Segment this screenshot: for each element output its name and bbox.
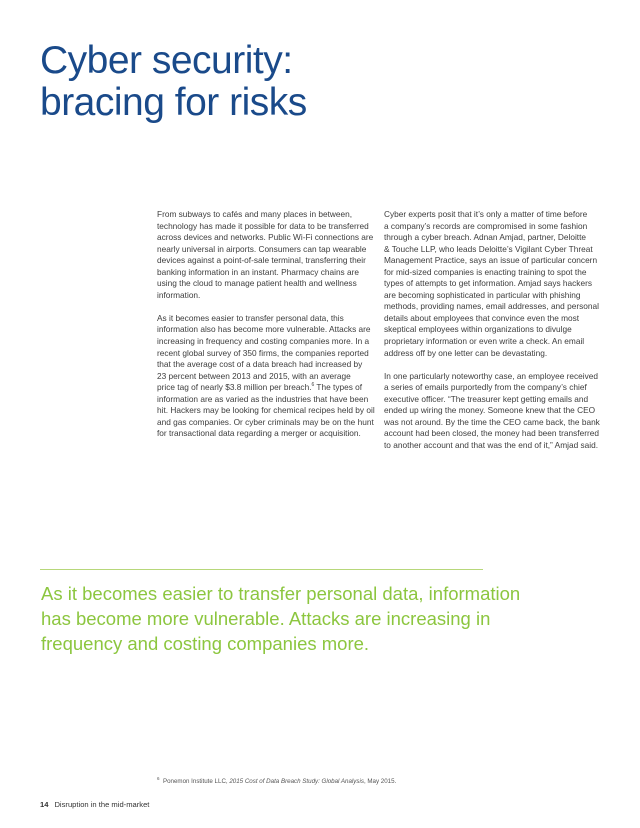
title-line: Cyber security: bbox=[40, 39, 293, 82]
text-line: From subways to cafés and many places in between, bbox=[157, 209, 353, 219]
pull-quote-line: As it becomes easier to transfer personal data, information bbox=[41, 583, 521, 604]
text-line: In one particularly noteworthy case, an employee received bbox=[384, 370, 598, 381]
text-line: details about employees that convince even the most bbox=[384, 312, 580, 323]
text-line: that the average cost of a data breach had increased by bbox=[157, 359, 363, 370]
pull-quote bbox=[41, 581, 520, 656]
paragraph bbox=[384, 371, 604, 452]
text-line: information are as varied as the industries that have been bbox=[157, 393, 369, 404]
text-line: Cyber experts posit that it’s only a matter of time before bbox=[384, 209, 588, 219]
publication-title: Disruption in the mid-market bbox=[54, 800, 150, 809]
text-line: technology has made it possible for data to be transferred bbox=[157, 220, 369, 231]
text-line: through a cyber breach. Adnan Amjad, partner, Deloitte bbox=[384, 232, 587, 243]
text-line: devices against a point-of-sale terminal, transferring their bbox=[157, 255, 366, 266]
text-line: executive officer. “The treasurer kept getting emails and bbox=[384, 393, 589, 404]
text-line: types of attempts to get information. Amjad says hackers bbox=[384, 278, 592, 289]
text-line: Management Practice, says an issue of particular concern bbox=[384, 255, 598, 266]
text-line: to another account and that was the end of it,” Amjad said. bbox=[384, 439, 599, 450]
text-line: address off by one letter can be devastating. bbox=[384, 347, 548, 358]
page-footer bbox=[40, 800, 149, 809]
text-line-with-reference bbox=[157, 382, 377, 394]
footnote-mark: 6 bbox=[157, 776, 160, 781]
pull-quote-divider bbox=[40, 569, 483, 570]
text-line: ended up wiring the money. Someone knew that the CEO bbox=[384, 405, 596, 416]
text-line: As it becomes easier to transfer personal data, this bbox=[157, 312, 344, 323]
paragraph bbox=[384, 209, 604, 359]
text-line: & Touche LLP, who leads Deloitte’s Vigilant Cyber Threat bbox=[384, 243, 593, 254]
text-line: information. bbox=[157, 289, 201, 300]
text-fragment: The types of bbox=[314, 382, 363, 393]
text-line: recent global survey of 350 firms, the companies reported bbox=[157, 347, 369, 358]
text-line: 23 percent between 2013 and 2015, with an average bbox=[157, 370, 351, 381]
footnote-title: 2015 Cost of Data Breach Study: Global Analysis bbox=[229, 778, 364, 786]
text-line: banking information in an instant. Pharmacy chains are bbox=[157, 266, 360, 277]
page-title bbox=[40, 40, 307, 124]
text-line: across devices and networks. Public Wi-Fi connections are bbox=[157, 232, 374, 243]
paragraph bbox=[157, 313, 377, 440]
text-line: account had been closed, the money had been transferred bbox=[384, 428, 599, 439]
pull-quote-line: has become more vulnerable. Attacks are increasing in bbox=[41, 608, 491, 629]
text-line: hit. Hackers may be looking for chemical recipes held by oil bbox=[157, 405, 375, 416]
text-line: skeptical employees within organizations to divulge bbox=[384, 324, 572, 335]
footnote-source: Ponemon Institute LLC, bbox=[162, 778, 230, 786]
text-line: are becoming sophisticated in particular with phishing bbox=[384, 289, 581, 300]
text-line: for transactional data regarding a merger or acquisition. bbox=[157, 428, 361, 439]
text-line: proprietary information or even write a check. An email bbox=[384, 336, 585, 347]
text-line: methods, providing names, email addresses, and personal bbox=[384, 301, 599, 312]
text-line: increasing in frequency and costing companies more. In a bbox=[157, 336, 370, 347]
text-fragment: price tag of nearly $3.8 million per breach. bbox=[157, 382, 312, 393]
text-line: information also has become more vulnerable. Attacks are bbox=[157, 324, 371, 335]
left-column bbox=[157, 209, 377, 451]
footnote-date: , May 2015. bbox=[363, 778, 397, 786]
text-line: and gas companies. Or cyber criminals may be on the hunt bbox=[157, 416, 374, 427]
text-line: for mid-sized companies is enacting training to spot the bbox=[384, 266, 587, 277]
page-number: 14 bbox=[40, 800, 49, 809]
pull-quote-line: frequency and costing companies more. bbox=[41, 633, 370, 654]
text-line: a company’s records are compromised in some fashion bbox=[384, 220, 588, 231]
text-line: was not around. By the time the CEO came back, the bank bbox=[384, 416, 600, 427]
right-column bbox=[384, 209, 604, 463]
footnote-reference: 6 bbox=[311, 382, 315, 389]
footnote bbox=[157, 776, 396, 785]
paragraph bbox=[157, 209, 377, 301]
text-line: nearly universal in airports. Consumers can tap wearable bbox=[157, 243, 367, 254]
text-line: using the cloud to manage patient health and wellness bbox=[157, 278, 357, 289]
title-line: bracing for risks bbox=[40, 81, 307, 124]
text-line: a series of emails purportedly from the company’s chief bbox=[384, 382, 587, 393]
